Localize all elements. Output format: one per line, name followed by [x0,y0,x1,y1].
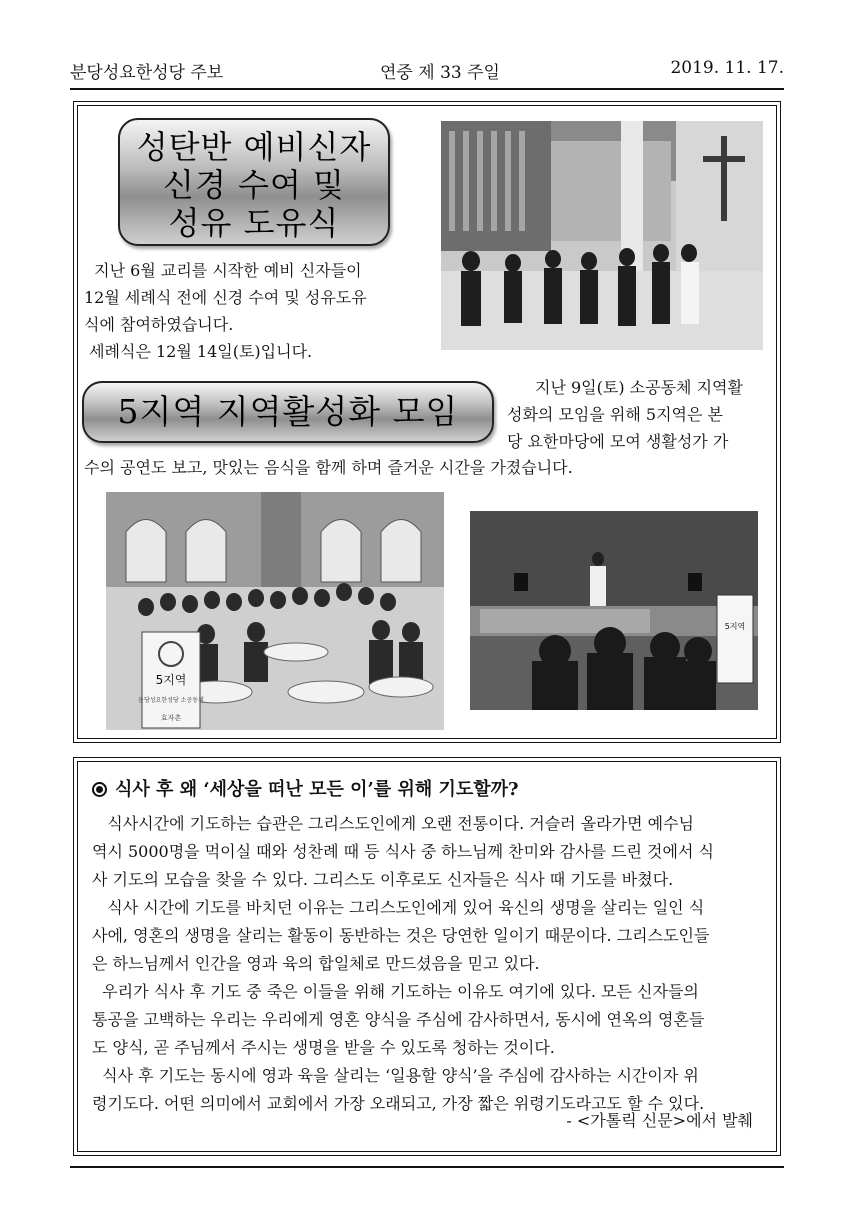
article2-body-full: 수의 공연도 보고, 맛있는 음식을 함께 하며 즐거운 시간을 가졌습니다. [84,458,573,477]
article3-title-text: 식사 후 왜 ‘세상을 떠난 모든 이’를 위해 기도할까? [115,779,519,800]
article3-line: 식사 후 기도는 동시에 영과 육을 살리는 ‘일용할 양식’을 주심에 감사하는 시간이자 위 [92,1066,699,1085]
article1-line: 식에 참여하였습니다. [84,315,234,334]
article2-body-right [507,374,775,455]
article3-line: 통공을 고백하는 우리는 우리에게 영혼 양식을 주심에 감사하면서, 동시에 연옥의 영혼들 [92,1010,705,1029]
singer-performance-photo [470,511,758,710]
article3-line: 식사 시간에 기도를 바치던 이유는 그리스도인에게 있어 육신의 생명을 살리는 일인 식 [92,898,705,917]
article3-line: 식사시간에 기도하는 습관은 그리스도인에게 오랜 전통이다. 거슬러 올라가면 예수님 [92,814,694,833]
photo2-sign-name: 효자촌 [160,714,182,722]
issue-date: 2019. 11. 17. [670,58,784,78]
article1-line: 지난 6월 교리를 시작한 예비 신자들이 [84,261,362,280]
article3-source: - <가톨릭 신문>에서 발췌 [566,1111,753,1130]
photo2-sign-text: 5지역 [155,673,187,687]
parish-name: 분당성요한성당 주보 [70,63,224,83]
article3-line: 사 기도의 모습을 찾을 수 있다. 그리스도 이후로도 신자들은 식사 때 기도를 바쳤다. [92,870,674,889]
article1-title-line: 신경 수여 및 [163,166,345,204]
article2-line: 당 요한마당에 모여 생활성가 가 [507,432,729,451]
article1-body [84,257,414,365]
header-rule [70,88,784,90]
article1-title-badge [118,118,390,246]
article3-title [92,775,519,801]
bulletin-header [70,58,784,82]
article1-line: 세례식은 12월 14일(토)입니다. [84,342,313,361]
article2-line: 지난 9일(토) 소공동체 지역활 [535,378,743,397]
footer-rule [70,1166,784,1168]
community-gathering-photo [106,492,444,730]
double-circle-bullet-icon [92,782,107,797]
article1-line: 12월 세례식 전에 신경 수여 및 성유도유 [84,288,367,307]
photo2-sign-small: 분당성요한성당 소공동체 [138,697,204,704]
article3-line: 우리가 식사 후 기도 중 죽은 이들을 위해 기도하는 이유도 여기에 있다. 모든 신자들의 [92,982,699,1001]
article3-line: 은 하느님께서 인간을 영과 육의 합일체로 만드셨음을 믿고 있다. [92,954,540,973]
article3-line: 역시 5000명을 먹이실 때와 성찬례 때 등 식사 중 하느님께 찬미와 감사를 드린 것에서 식 [92,842,714,861]
article3-line: 도 양식, 곧 주님께서 주시는 생명을 받을 수 있도록 청하는 것이다. [92,1038,555,1057]
article2-title-badge: 5지역 지역활성화 모임 [82,381,494,443]
article1-title-line: 성유 도유식 [168,204,340,242]
church-ceremony-photo [441,121,763,350]
article3-line: 사에, 영혼의 생명을 살리는 활동이 동반하는 것은 당연한 일이기 때문이다. 그리스도인들 [92,926,710,945]
liturgical-week: 연중 제 33 주일 [380,63,500,83]
photo3-sign-text: 5지역 [724,622,746,631]
article3-body [92,810,772,1118]
article2-line: 성화의 모임을 위해 5지역은 본 [507,405,723,424]
article1-title-line: 성탄반 예비신자 [136,128,372,166]
article3-line: 령기도다. 어떤 의미에서 교회에서 가장 오래되고, 가장 짧은 위령기도라고도 할 수 있다. [92,1094,705,1113]
